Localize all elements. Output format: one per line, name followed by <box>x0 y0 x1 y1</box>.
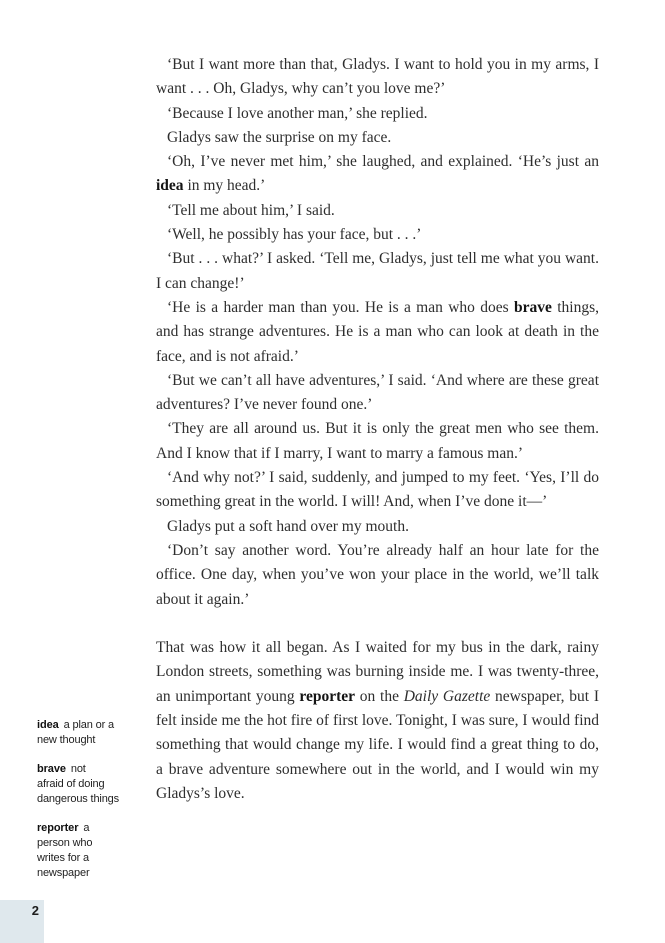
text-run: a <box>83 822 90 834</box>
text-run: afraid of doing <box>37 778 105 790</box>
story-text-column <box>156 53 599 806</box>
glossary-sidebar <box>37 718 141 895</box>
body-paragraph <box>156 126 599 150</box>
text-run: idea <box>37 719 59 731</box>
body-paragraph <box>156 102 599 126</box>
text-run: ‘But . . . what?’ I asked. ‘Tell me, Gladys, just tell me what you want. I can change!’ <box>156 250 599 292</box>
text-run: ‘He is a harder man than you. He is a man who does <box>167 298 514 316</box>
text-run: reporter <box>37 822 79 834</box>
glossary-entry <box>37 821 141 881</box>
text-run: ‘Because I love another man,’ she replied. <box>167 104 428 122</box>
text-run: not <box>70 763 86 775</box>
body-paragraph <box>156 53 599 102</box>
text-run: on the <box>355 687 404 705</box>
text-run: Gladys saw the surprise on my face. <box>167 128 392 146</box>
text-run: ‘And why not?’ I said, suddenly, and jumped to my feet. ‘Yes, I’ll do something great in the world. I will! And, when I’ve done it—’ <box>156 469 599 511</box>
body-paragraph <box>156 539 599 612</box>
text-run: ‘But we can’t all have adventures,’ I said. ‘And where are these great adventures? I’ve never found one.’ <box>156 371 599 414</box>
glossary-line <box>37 821 141 836</box>
glossary-line <box>37 851 141 866</box>
body-paragraph <box>156 247 599 296</box>
glossary-line <box>37 733 141 748</box>
text-run: ‘But I want more than that, Gladys. I want to hold you in my arms, I want . . . Oh, Gladys, why can’t you love me?’ <box>156 56 599 98</box>
text-run: person who <box>37 837 93 849</box>
text-run: Gladys put a soft hand over my mouth. <box>167 517 409 535</box>
text-run: things, and has strange adventures. He is a man who can look at death in the face, and is not afraid.’ <box>156 298 599 365</box>
glossary-entry <box>37 762 141 807</box>
glossary-line <box>37 718 141 733</box>
body-paragraph <box>156 150 599 199</box>
body-paragraph <box>156 636 599 806</box>
text-run: ‘Tell me about him,’ I said. <box>167 201 335 219</box>
text-run: new thought <box>37 734 96 746</box>
text-run: in my head.’ <box>183 177 266 195</box>
text-run: newspaper <box>37 867 90 879</box>
page-number-tab <box>0 900 44 943</box>
text-run: reporter <box>299 687 356 705</box>
text-run: brave <box>513 298 552 316</box>
text-run: newspaper, but I felt inside me the hot fire of first love. Tonight, I was sure, I would find something that would change my life. I would find a great thing to do, a brave adventure somewhere out in the world, and I would win my Gladys’s love. <box>156 687 600 802</box>
body-paragraph <box>156 296 599 369</box>
text-run: That was how it all began. As I waited for my bus in the dark, rainy London streets, something was burning inside me. I was twenty-three, an unimportant young <box>156 639 599 705</box>
text-run: ‘Don’t say another word. You’re already half an hour late for the office. One day, when you’ve won your place in the world, we’ll talk about it again.’ <box>156 541 599 608</box>
glossary-line <box>37 762 141 777</box>
text-run: ‘Oh, I’ve never met him,’ she laughed, and explained. ‘He’s just an <box>167 153 599 171</box>
text-run: a plan or a <box>63 719 114 731</box>
glossary-line <box>37 792 141 807</box>
text-run: dangerous things <box>37 793 119 805</box>
body-paragraph <box>156 466 599 515</box>
text-run: Daily Gazette <box>403 687 491 705</box>
body-paragraph <box>156 369 599 418</box>
text-run: ‘They are all around us. But it is only the great men who see them. And I know that if I marry, I want to marry a famous man.’ <box>156 420 599 462</box>
text-run: brave <box>37 763 66 775</box>
body-paragraph <box>156 199 599 223</box>
text-run: writes for a <box>37 852 89 864</box>
glossary-line <box>37 777 141 792</box>
glossary-line <box>37 836 141 851</box>
body-paragraph <box>156 515 599 539</box>
text-run: idea <box>156 177 184 195</box>
glossary-entry <box>37 718 141 748</box>
glossary-line <box>37 866 141 881</box>
text-run: ‘Well, he possibly has your face, but . . .’ <box>167 226 422 244</box>
body-paragraph <box>156 223 599 247</box>
page-number: 2 <box>31 903 39 918</box>
body-paragraph <box>156 417 599 466</box>
